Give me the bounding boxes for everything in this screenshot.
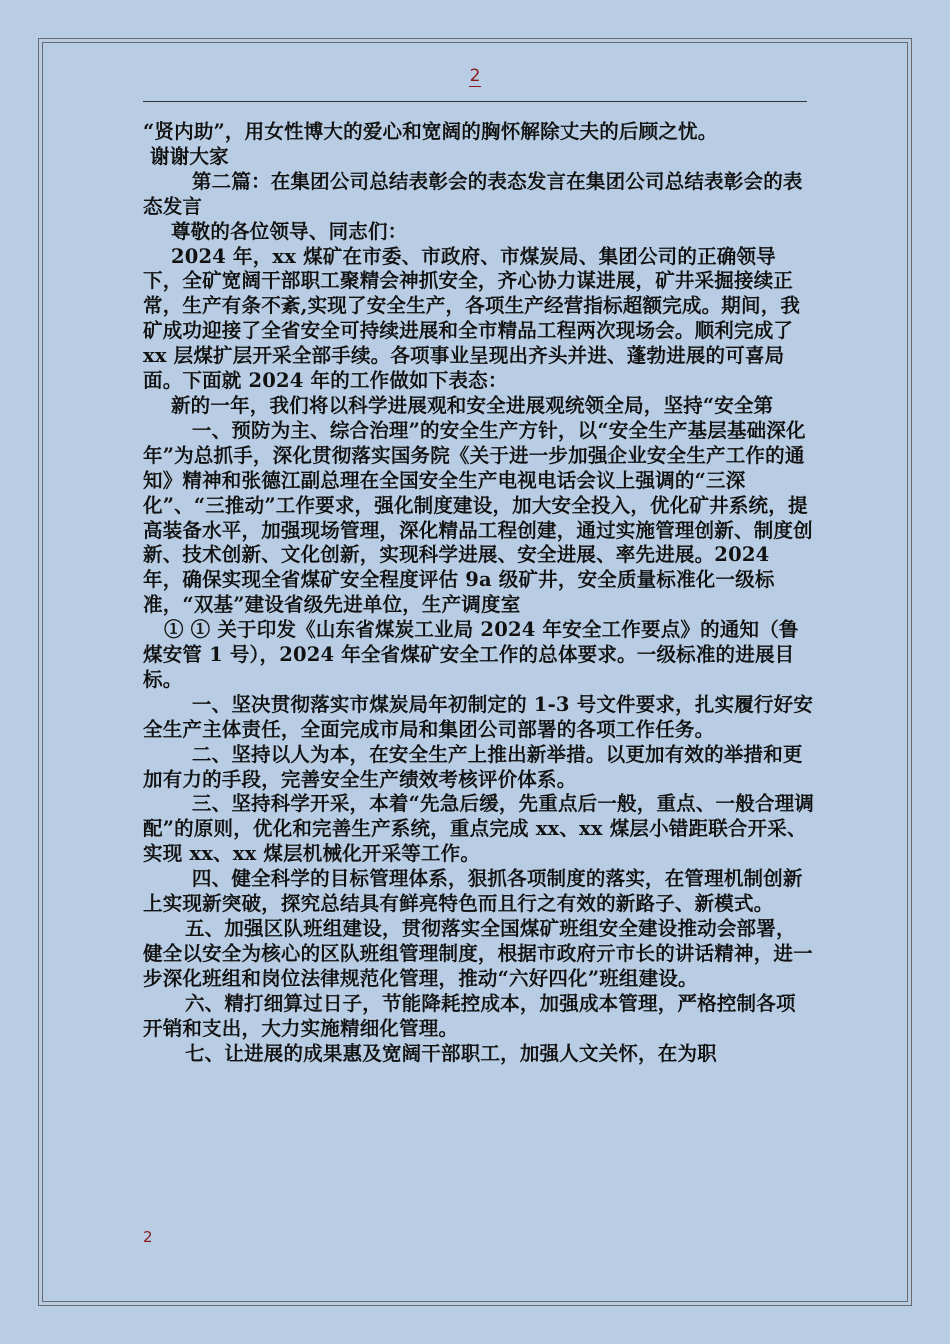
paragraph: 谢谢大家 [143,144,229,168]
header-page-number: 2 [469,66,481,86]
header-rule [143,101,807,102]
list-item: 三、坚持科学开采，本着“先急后缓，先重点后一般，重点、一般合理调配”的原则，优化和完善生产系统，重点完成 xx、xx 煤层小错距联合开采、实现 xx、xx 煤层机械化开采等工作。 [143,792,815,866]
list-item: 一、坚决贯彻落实市煤炭局年初制定的 1-3 号文件要求，扎实履行好安全生产主体责任，全面完成市局和集团公司部署的各项工作任务。 [143,692,814,741]
paragraph: ① ① 关于印发《山东省煤炭工业局 2024 年安全工作要点》的通知（鲁煤安管 1 号），2024 年全省煤矿安全工作的总体要求。一级标准的进展目标。 [143,618,799,691]
paragraph: 一、预防为主、综合治理”的安全生产方针，以“安全生产基层基础深化年”为总抓手，深化贯彻落实国务院《关于进一步加强企业安全生产工作的通知》精神和张德江副总理在全国安全生产电视电话会议上强调的“三深化”、“三推动”工作要求，强化制度建设，加大安全投入，优化矿井系统，提高装备水平，加强现场管理，深化精品工程创建，通过实施管理创新、制度创新、技术创新、文化创新，实现科学进展、安全进展、率先进展。2024 年，确保实现全省煤矿安全程度评估 9a 级矿井，安全质量标准化一级标准，“双基”建设省级先进单位，生产调度室 [143,418,813,617]
list-item: 六、精打细算过日子，节能降耗控成本，加强成本管理，严格控制各项开销和支出，大力实施精细化管理。 [143,991,796,1040]
list-item: 四、健全科学的目标管理体系，狠抓各项制度的落实，在管理机制创新上实现新突破，探究总结具有鲜亮特色而且行之有效的新路子、新模式。 [143,867,803,916]
document-body [143,120,815,1066]
paragraph: 2024 年，xx 煤矿在市委、市政府、市煤炭局、集团公司的正确领导下，全矿宽阔干部职工聚精会神抓安全，齐心协力谋进展，矿井采掘接续正常，生产有条不紊,实现了安全生产，各项生产经营指标超额完成。期间，我矿成功迎接了全省安全可持续进展和全市精品工程两次现场会。顺利完成了 xx 层煤扩层开采全部手续。各项事业呈现出齐头并进、蓬勃进展的可喜局面。下面就 2024 年的工作做如下表态： [143,244,801,393]
paragraph: 新的一年，我们将以科学进展观和安全进展观统领全局，坚持“安全第 [143,393,774,417]
section-heading: 第二篇：在集团公司总结表彰会的表态发言在集团公司总结表彰会的表态发言 [143,169,803,218]
list-item: 二、坚持以人为本，在安全生产上推出新举措。以更加有效的举措和更加有力的手段，完善安全生产绩效考核评价体系。 [143,742,803,791]
footer-page-number: 2 [143,1228,153,1246]
salutation: 尊敬的各位领导、同志们： [143,219,408,243]
paragraph: “贤内助”，用女性博大的爱心和宽阔的胸怀解除丈夫的后顾之忧。 [143,120,718,143]
list-item: 五、加强区队班组建设，贯彻落实全国煤矿班组安全建设推动会部署，健全以安全为核心的区队班组管理制度，根据市政府亓市长的讲话精神，进一步深化班组和岗位法律规范化管理，推动“六好四化”班组建设。 [143,917,813,990]
list-item: 七、让进展的成果惠及宽阔干部职工，加强人文关怀，在为职 [143,1041,717,1065]
